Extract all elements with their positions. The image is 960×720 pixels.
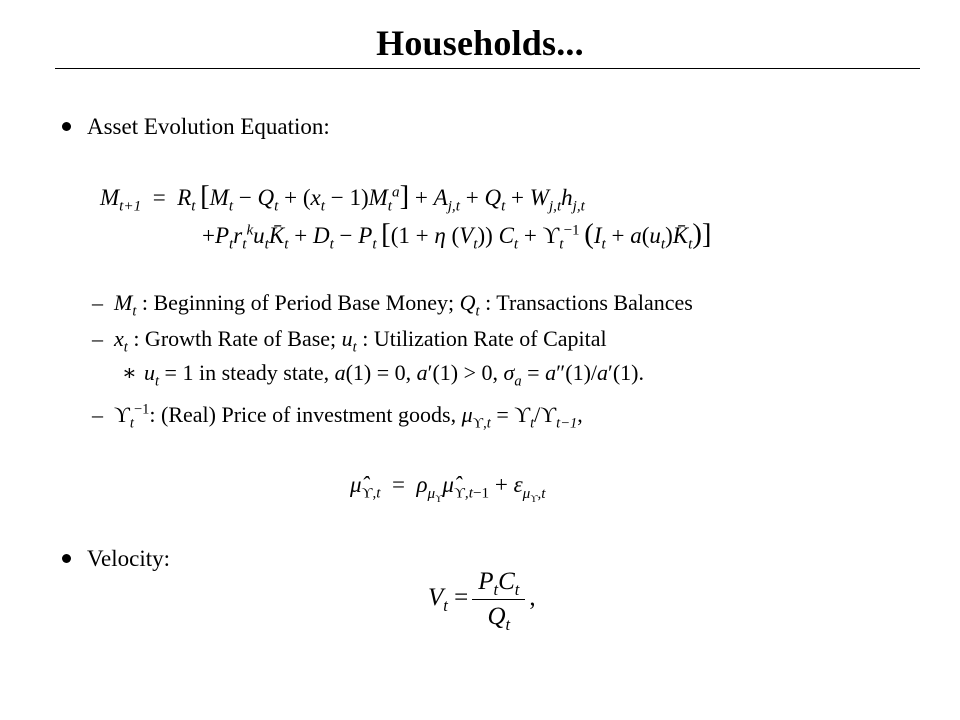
bullet-label: Velocity: xyxy=(87,546,171,571)
dash-icon: – xyxy=(92,326,103,351)
asset-equation-line-2: $+P_tr_t^ku_tK̄_t + D_t - P_t$ [(1 + η $(V_t)$) $C_t + ϒ_t^{-1}$ ($I_t$ + $a(u_t)K̄_t$)] xyxy=(202,218,712,253)
title-divider xyxy=(55,68,920,69)
investment-shock-equation: $\mû_{ϒ,t}$ = $\rho_{\mu_ϒ}\mû_{ϒ,t-1} + \varepsilon_{\mu_ϒ,t}$ xyxy=(350,472,546,505)
slide-title: Households... xyxy=(376,23,584,63)
asset-equation-line-1: $M_{t+1} = R_t$ $[M_t - Q_t + (x_t - 1)M_t^a] + A_{j,t} + Q_t + W_{j,t}h_{j,t}$ xyxy=(100,180,585,215)
dash-icon: – xyxy=(92,402,103,427)
bullet-label: Asset Evolution Equation: xyxy=(87,114,330,139)
dash-icon: – xyxy=(92,290,103,315)
bullet-dot-icon xyxy=(62,122,71,131)
list-item-investment-price: – $ϒ_t^{-1}$: (Real) Price of investment goods, $\mu_{ϒ,t} = ϒ_t/ϒ_{t-1}$, xyxy=(92,401,583,432)
bullet-asset-evolution xyxy=(62,114,330,140)
asterisk-icon: ∗ xyxy=(122,360,137,385)
list-item-steady-state: ∗ $u_t = 1$ in steady state, a(1) = 0, a′(1) > 0, $\sigma_a = a''(1)/a'(1)$. xyxy=(122,360,644,390)
velocity-equation: $V_t$ = $\frac{P_tC_t}{Q_t}$ , xyxy=(428,568,536,634)
bullet-dot-icon xyxy=(62,554,71,563)
list-item-money: – $M_t$ : Beginning of Period Base Money; $Q_t$ : Transactions Balances xyxy=(92,290,693,320)
bullet-velocity xyxy=(62,546,170,572)
list-item-growth: – $x_t$ : Growth Rate of Base; $u_t$ : Utilization Rate of Capital xyxy=(92,326,607,356)
